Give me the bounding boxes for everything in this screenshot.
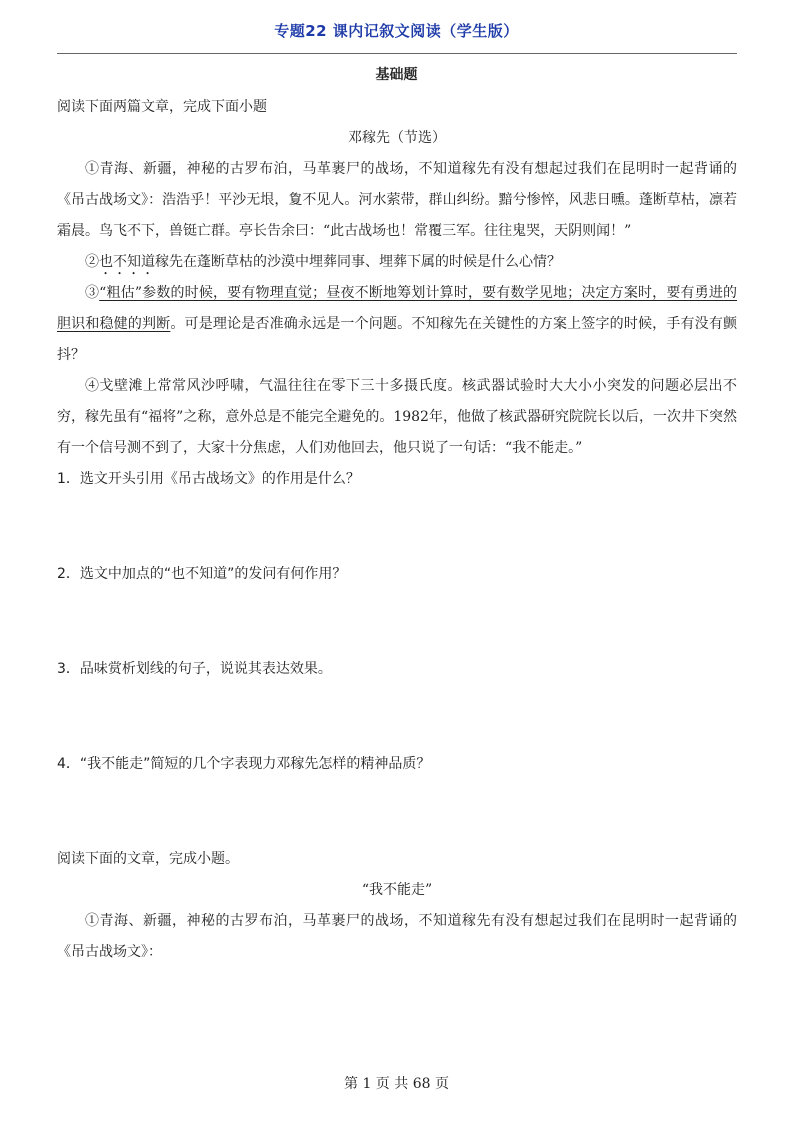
answer-space (57, 685, 737, 749)
paragraph-3-text: 。可是理论是否准确永远是一个问题。不知稼先在关键性的方案上签字的时候，手有没有颤抖？ (57, 316, 738, 363)
question-3: 3．品味赏析划线的句子，说说其表达效果。 (57, 661, 332, 677)
document-body (57, 92, 737, 968)
part1-paragraph-4: ④戈壁滩上常常风沙呼啸，气温往往在零下三十多摄氏度。核武器试验时大大小小突发的问题必层出不穷，稼先虽有“福将”之称，意外总是不能完全避免的。1982年，他做了核武器研究院院长以后，一次井下突然有一个信号测不到了，大家十分焦虑，人们劝他回去，他只说了一句话：“我不能走。” (57, 378, 737, 456)
section-title: 基础题 (375, 67, 418, 83)
part2-paragraph-1: ①青海、新疆，神秘的古罗布泊，马革裹尸的战场，不知道稼先有没有想起过我们在昆明时一起背诵的《吊古战场文》： (57, 913, 737, 960)
answer-space (57, 495, 737, 559)
underlined-sentence: “粗估”参数的时候，要有物理直觉；昼夜不断地筹划计算时，要有数学见地；决定方案时，要有勇进的胆识和稳健的判断 (57, 285, 738, 332)
header-divider (57, 53, 737, 54)
paragraph-number: ③ (85, 285, 100, 301)
part1-instruction: 阅读下面两篇文章，完成下面小题 (57, 99, 267, 115)
page-footer: 第 1 页 共 68 页 (344, 1076, 449, 1092)
part2-article-title: “我不能走” (361, 882, 433, 898)
question-2: 2．选文中加点的“也不知道”的发问有何作用？ (57, 566, 347, 582)
part2-instruction: 阅读下面的文章，完成小题。 (57, 851, 239, 867)
question-4: 4．“我不能走”简短的几个字表现力邓稼先怎样的精神品质？ (57, 756, 431, 772)
answer-space (57, 780, 737, 844)
answer-space (57, 590, 737, 654)
part1-article-title: 邓稼先（节选） (348, 130, 446, 146)
paragraph-number: ② (85, 254, 99, 270)
paragraph-2-text: 稼先在蓬断草枯的沙漠中埋葬同事、埋葬下属的时候是什么心情？ (155, 254, 561, 270)
document-header-title: 专题22 课内记叙文阅读（学生版） (274, 22, 519, 40)
question-1: 1．选文开头引用《吊古战场文》的作用是什么？ (57, 471, 360, 487)
part1-paragraph-1: ①青海、新疆，神秘的古罗布泊，马革裹尸的战场，不知道稼先有没有想起过我们在昆明时一起背诵的《吊古战场文》：浩浩乎！平沙无垠，夐不见人。河水萦带，群山纠纷。黯兮惨悴，风悲日曛。蓬断草枯，凛若霜晨。鸟飞不下，兽铤亡群。亭长告余曰：“此古战场也！常覆三军。往往鬼哭，天阴则闻！” (57, 161, 737, 239)
part1-paragraph-2 (57, 247, 737, 278)
part1-paragraph-3 (57, 278, 737, 371)
dotted-phrase: 也不知道 (99, 254, 155, 270)
